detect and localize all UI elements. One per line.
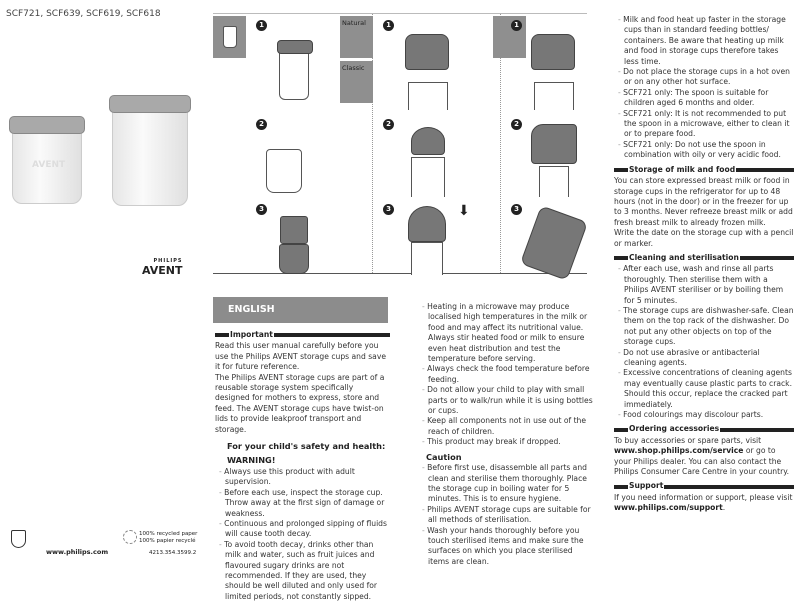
text: To buy accessories or spare parts, visit [614,435,762,445]
warning-heading: WARNING! [227,455,276,466]
breast-pump-icon [531,124,577,164]
step-number: 3 [256,204,267,215]
list-item: - Do not place the storage cups in a hot oven or on any other hot surface. [614,67,794,88]
step-number: 2 [256,119,267,130]
list-item: - The storage cups are dishwasher-safe. Clean them on the top rack of the dishwasher. Do not put any other objects on top of the storage cups. [614,306,794,348]
shop-link[interactable]: www.shop.philips.com/service [614,446,744,456]
list-item: - Always check the food temperature before feeding. [418,364,596,385]
recycled-paper-fr: 100% papier recyclé [139,537,196,544]
section-heading-ordering: Ordering accessories [614,424,794,434]
cup-thumbnail [213,16,246,58]
list-item: - Before first use, disassemble all parts and clean and sterilise them thoroughly. Place the storage cup in boiling water for 5 minutes. This is to ensure hygiene. [418,463,596,505]
assembly-illustrations [213,13,587,274]
natural-teat-box [340,16,373,58]
teat-ring-icon [411,127,445,155]
classic-teat-box [340,61,373,103]
support-paragraph [614,493,794,514]
list-item: - Keep all components not in use out of the reach of children. [418,416,596,437]
step-number: 1 [256,20,267,31]
safety-heading: For your child's safety and health: [227,441,386,452]
step-number: 1 [383,20,394,31]
list-item: - To avoid tooth decay, drinks other than milk and water, such as fruit juices and flavoured sugary drinks are not recommended. If they are used, they should be well diluted and only used for limited periods, not constantly sipped. [215,540,390,602]
text: or go to your Philips dealer. You can also contact the Philips Consumer Care Centre in your country. [614,446,790,477]
recycle-icon [123,530,137,544]
paragraph: Write the date on the storage cup with a pencil or marker. [614,228,794,248]
language-heading: ENGLISH [213,297,388,323]
adapter-ring-icon [405,34,449,70]
paragraph: The Philips AVENT storage cups are part of a reusable storage system specifically designed for mothers to express, store and feed. The AVENT storage cups have twist-on lids to provide leakproof transport and storage. [215,372,385,434]
caution-heading: Caution [426,451,462,462]
list-item: - Philips AVENT storage cups are suitable for all methods of sterilisation. [418,505,596,526]
list-item: - Milk and food heat up faster in the storage cups than in standard feeding bottles/ containers. Be aware that heating up milk and food in storage cups therefore takes less time. [614,15,794,67]
section-heading-important: Important [215,330,390,340]
ordering-paragraph [614,436,794,478]
section-heading-cleaning: Cleaning and sterilisation [614,253,794,263]
text: If you need information or support, please visit [614,492,793,502]
list-item: - Do not use abrasive or antibacterial cleaning agents. [614,348,794,369]
step-number: 2 [383,119,394,130]
list-item: - SCF721 only: Do not use the spoon in combination with oily or very acidic food. [614,140,794,161]
classic-label: Classic [342,64,365,72]
arrow-down-icon: ⬇ [458,203,470,219]
list-item: - Excessive concentrations of cleaning agents may eventually cause plastic parts to crack. Should this occur, replace the cracked part immediately. [614,368,794,410]
list-item: - This product may break if dropped. [418,437,596,447]
step-number: 3 [511,204,522,215]
cap-icon [408,206,446,242]
philips-wordmark: PHILIPS [153,258,183,264]
list-item: - SCF721 only: The spoon is suitable for children aged 6 months and older. [614,88,794,109]
list-item: - Always use this product with adult supervision. [215,467,390,488]
step-number: 3 [383,204,394,215]
text: . [722,503,726,513]
philips-avent-logo [142,256,183,277]
cup-logo: AVENT [32,160,66,170]
list-item: - Wash your hands thoroughly before you touch sterilised items and make sure the surfaces on which you place sterilised items are clean. [418,526,596,568]
avent-wordmark: AVENT [142,264,183,278]
list-item: - After each use, wash and rinse all parts thoroughly. Then sterilise them with a Philips AVENT steriliser or by boiling them for 5 minutes. [614,264,794,306]
recycled-paper-en: 100% recycled paper [139,531,198,537]
natural-label: Natural [342,19,366,27]
list-item: - Continuous and prolonged sipping of fluids will cause tooth decay. [215,519,390,540]
lid-icon [277,40,313,54]
document-code: 4213.354.3599.2 [149,550,197,556]
section-heading-support: Support [614,481,794,491]
model-numbers: SCF721, SCF639, SCF619, SCF618 [6,9,161,19]
philips-shield-logo [11,530,26,548]
website: www.philips.com [46,548,109,556]
section-heading-storage: Storage of milk and food [614,165,794,175]
list-item: - Do not allow your child to play with small parts or to walk/run while it is using bottles or cups. [418,385,596,416]
list-item: - Before each use, inspect the storage cup. Throw away at the first sign of damage or weakness. [215,488,390,519]
list-item: - Heating in a microwave may produce localised high temperatures in the milk or food and may affect its nutritional value. Always stir heated food or milk to ensure even heat distribution and test the temperature before serving. [418,302,596,364]
paragraph: You can store expressed breast milk or food in storage cups in the refrigerator for up to 48 hours (not in the door) or in the freezer for up to 3 months. Never refreeze breast milk or add fresh breast milk to already frozen milk. [614,176,793,227]
list-item: - SCF721 only: It is not recommended to put the spoon in a microwave, either to clean it or to prepare food. [614,109,794,140]
support-link[interactable]: www.philips.com/support [614,503,723,513]
step-number: 1 [511,20,522,31]
paragraph: Read this user manual carefully before you use the Philips AVENT storage cups and save it for future reference. [215,341,386,372]
list-item: - Food colourings may discolour parts. [614,410,794,420]
step-number: 2 [511,119,522,130]
